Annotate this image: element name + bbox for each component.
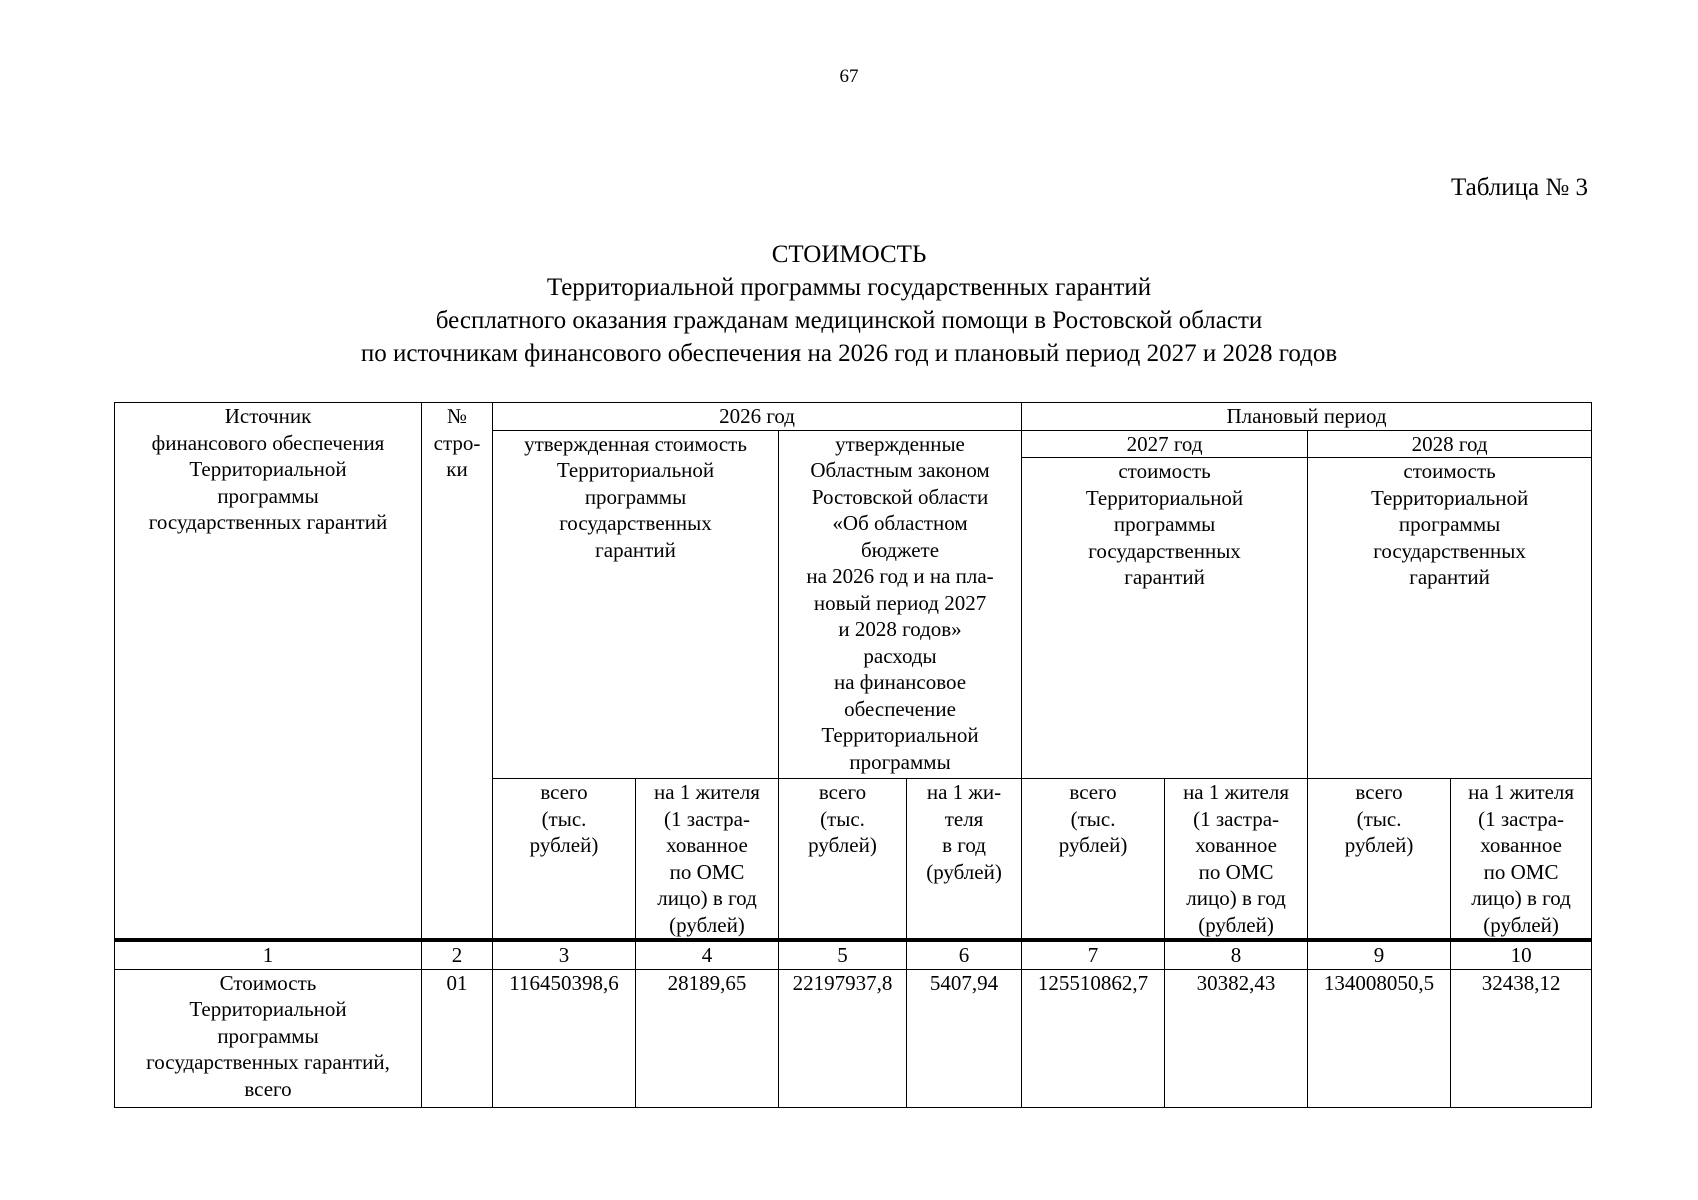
cell-total-2027: 125510862,7	[1022, 969, 1165, 1107]
header-col-4-per-capita: на 1 жителя (1 застра- хованное по ОМС лицо) в год (рублей)	[636, 779, 779, 941]
header-col-5-total: всего (тыс. рублей)	[779, 779, 907, 941]
column-number: 9	[1308, 940, 1451, 969]
row-number: 01	[422, 969, 493, 1107]
column-number: 8	[1165, 940, 1308, 969]
title-line-4: по источникам финансового обеспечения на 2026 год и плановый период 2027 и 2028 годов	[360, 340, 1338, 367]
column-number: 4	[636, 940, 779, 969]
page-number: 67	[839, 66, 859, 87]
header-col-10-per-capita: на 1 жителя (1 застра- хованное по ОМС лицо) в год (рублей)	[1451, 779, 1592, 941]
header-approved-cost: утвержденная стоимость Территориальной программы государственных гарантий	[493, 430, 779, 779]
header-col-3-total: всего (тыс. рублей)	[493, 779, 636, 941]
header-source: Источник финансового обеспечения Территориальной программы государственных гарантий	[115, 403, 422, 941]
header-col-8-per-capita: на 1 жителя (1 застра- хованное по ОМС лицо) в год (рублей)	[1165, 779, 1308, 941]
header-year-2026: 2026 год	[493, 403, 1022, 431]
column-number: 6	[907, 940, 1022, 969]
table-row	[115, 969, 1592, 1107]
title-line-2: Территориальной программы государственных гарантий	[546, 274, 1152, 301]
cell-per-capita-2026-approved: 28189,65	[636, 969, 779, 1107]
column-number: 7	[1022, 940, 1165, 969]
header-cost-2027: стоимость Территориальной программы государственных гарантий	[1022, 458, 1308, 779]
row-source: Стоимость Территориальной программы государственных гарантий, всего	[115, 969, 422, 1107]
column-number: 10	[1451, 940, 1592, 969]
title-line-1: СТОИМОСТЬ	[771, 241, 927, 268]
header-row-number: № стро- ки	[422, 403, 493, 941]
cell-per-capita-2026-law: 5407,94	[907, 969, 1022, 1107]
cell-per-capita-2028: 32438,12	[1451, 969, 1592, 1107]
column-number-row	[115, 940, 1592, 969]
header-year-2028: 2028 год	[1308, 430, 1592, 458]
document-title	[0, 238, 1698, 370]
header-col-7-total: всего (тыс. рублей)	[1022, 779, 1165, 941]
cell-total-2026-approved: 116450398,6	[493, 969, 636, 1107]
column-number: 5	[779, 940, 907, 969]
column-number: 3	[493, 940, 636, 969]
title-line-3: бесплатного оказания гражданам медицинской помощи в Ростовской области	[435, 307, 1263, 334]
header-year-2027: 2027 год	[1022, 430, 1308, 458]
cost-table	[114, 402, 1592, 1108]
table-label: Таблица № 3	[1450, 174, 1588, 201]
header-planned-period: Плановый период	[1022, 403, 1592, 431]
header-col-6-per-capita: на 1 жи- теля в год (рублей)	[907, 779, 1022, 941]
cell-total-2026-law: 22197937,8	[779, 969, 907, 1107]
header-approved-law: утвержденные Областным законом Ростовской области «Об областном бюджете на 2026 год и на пла- новый период 2027 и 2028 годов» расходы на финансовое обеспечение Территориальной программы	[779, 430, 1022, 779]
header-cost-2028: стоимость Территориальной программы государственных гарантий	[1308, 458, 1592, 779]
column-number: 2	[422, 940, 493, 969]
cell-total-2028: 134008050,5	[1308, 969, 1451, 1107]
column-number: 1	[115, 940, 422, 969]
cell-per-capita-2027: 30382,43	[1165, 969, 1308, 1107]
header-col-9-total: всего (тыс. рублей)	[1308, 779, 1451, 941]
